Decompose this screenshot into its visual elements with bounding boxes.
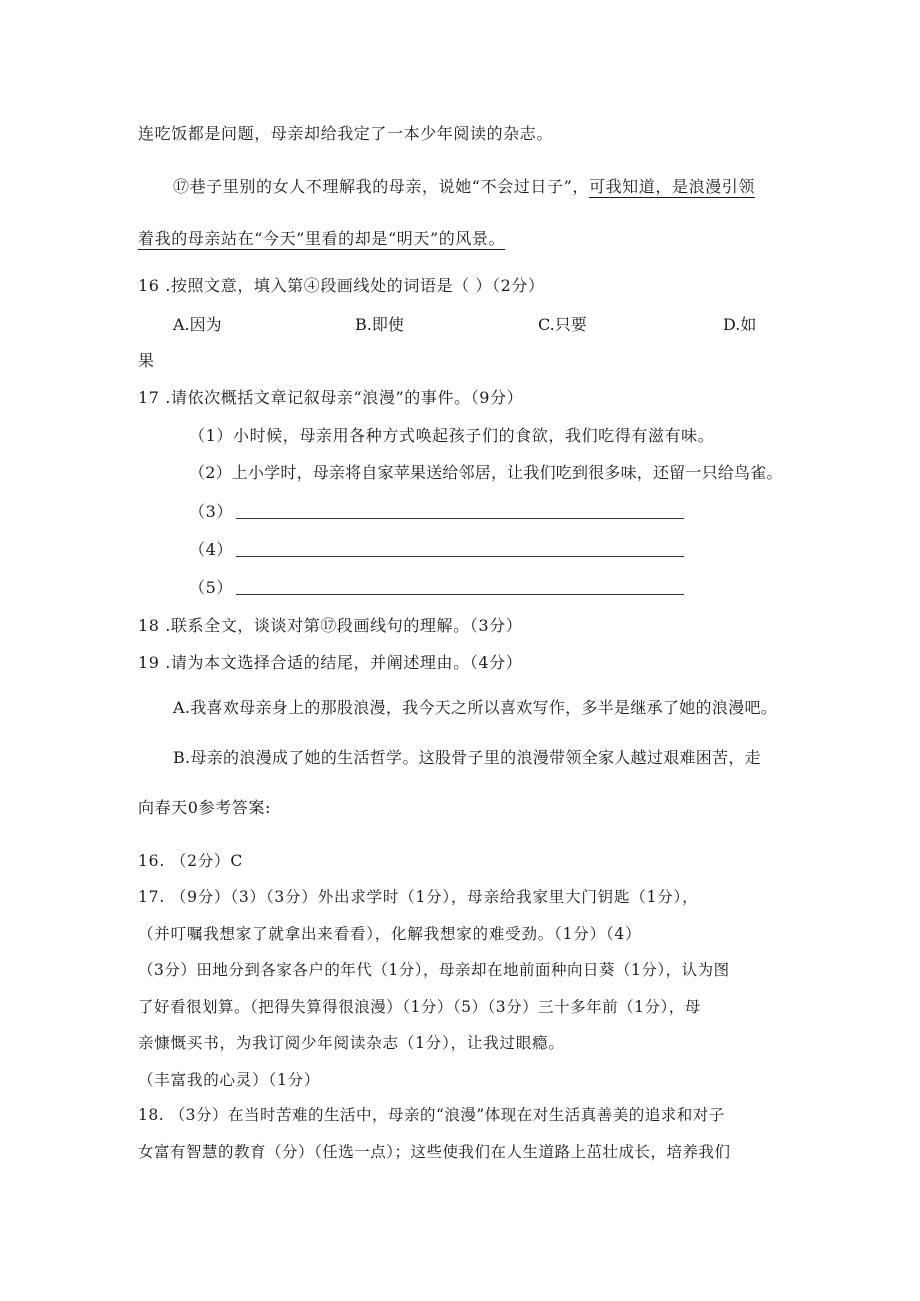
q17-answer-line-4[interactable]: [236, 556, 684, 557]
question-18-stem: 18 .联系全文，谈谈对第⑰段画线句的理解。（3分）: [138, 616, 523, 635]
q16-option-c: C.只要: [538, 315, 587, 334]
question-17-stem: 17 .请依次概括文章记叙母亲“浪漫”的事件。（9分）: [138, 388, 524, 407]
answer-17-line-3: （3分）田地分到各家各户的年代（1分），母亲却在地前面种向日葵（1分），认为图: [138, 961, 730, 979]
q17-blank-label-3: （3）: [189, 502, 233, 521]
q17-blank-label-5: （5）: [189, 578, 233, 597]
question-16-stem: 16 .按照文意，填入第④段画线处的词语是（ ）（2分）: [138, 276, 545, 295]
answer-17-line-6: （丰富我的心灵）（1分）: [138, 1071, 321, 1089]
q17-item-2: （2）上小学时，母亲将自家苹果送给邻居，让我们吃到很多味，还留一只给鸟雀。: [189, 463, 783, 482]
q17-item-1: （1）小时候，母亲用各种方式唤起孩子们的食欲，我们吃得有滋有味。: [189, 426, 715, 445]
underlined-sentence-part2: 着我的母亲站在“今天”里看的却是“明天”的风景。: [138, 229, 506, 248]
q16-option-b: B.即使: [355, 315, 404, 334]
answer-17-line-5: 亲慷慨买书，为我订阅少年阅读杂志（1分），让我过眼瘾。: [138, 1034, 565, 1052]
passage-line: 连吃饭都是问题，母亲却给我定了一本少年阅读的杂志。: [138, 124, 554, 143]
paragraph-17-start: ⑰巷子里别的女人不理解我的母亲，说她“不会过日子”，: [173, 177, 589, 196]
paragraph-17: [173, 176, 755, 198]
q16-option-d-wrap: 果: [138, 351, 155, 370]
underlined-sentence-part1: 可我知道，是浪漫引领: [588, 177, 755, 196]
q17-blank-label-4: （4）: [189, 540, 233, 559]
q19-option-b: B.母亲的浪漫成了她的生活哲学。这股骨子里的浪漫带领全家人越过艰难困苦，走: [173, 748, 761, 767]
q16-option-d: D.如: [723, 315, 757, 334]
answer-16: 16. （2分）C: [138, 852, 243, 870]
question-19-stem: 19 .请为本文选择合适的结尾，并阐述理由。（4分）: [138, 653, 523, 672]
q17-answer-line-5[interactable]: [236, 594, 684, 595]
q19-option-b-wrap: 向春天0参考答案:: [138, 798, 271, 817]
q17-answer-line-3[interactable]: [236, 518, 684, 519]
answer-17-line-4: 了好看很划算。（把得失算得很浪漫）（1分）（5）（3分）三十多年前（1分），母: [138, 998, 701, 1016]
answer-17-line-1: 17. （9分）（3）（3分）外出求学时（1分），母亲给我家里大门钥匙（1分），: [138, 888, 699, 906]
q16-option-a: A.因为: [173, 315, 222, 334]
answer-18-line-1: 18. （3分）在当时苦难的生活中，母亲的“浪漫”体现在对生活真善美的追求和对子: [138, 1106, 725, 1124]
answer-18-line-2: 女富有智慧的教育（分）（任选一点）；这些使我们在人生道路上茁壮成长，培养我们: [138, 1143, 731, 1161]
answer-17-line-2: （并叮嘱我想家了就拿出来看看），化解我想家的难受劲。（1分）（4）: [138, 925, 642, 943]
q19-option-a: A.我喜欢母亲身上的那股浪漫，我今天之所以喜欢写作，多半是继承了她的浪漫吧。: [173, 698, 778, 717]
